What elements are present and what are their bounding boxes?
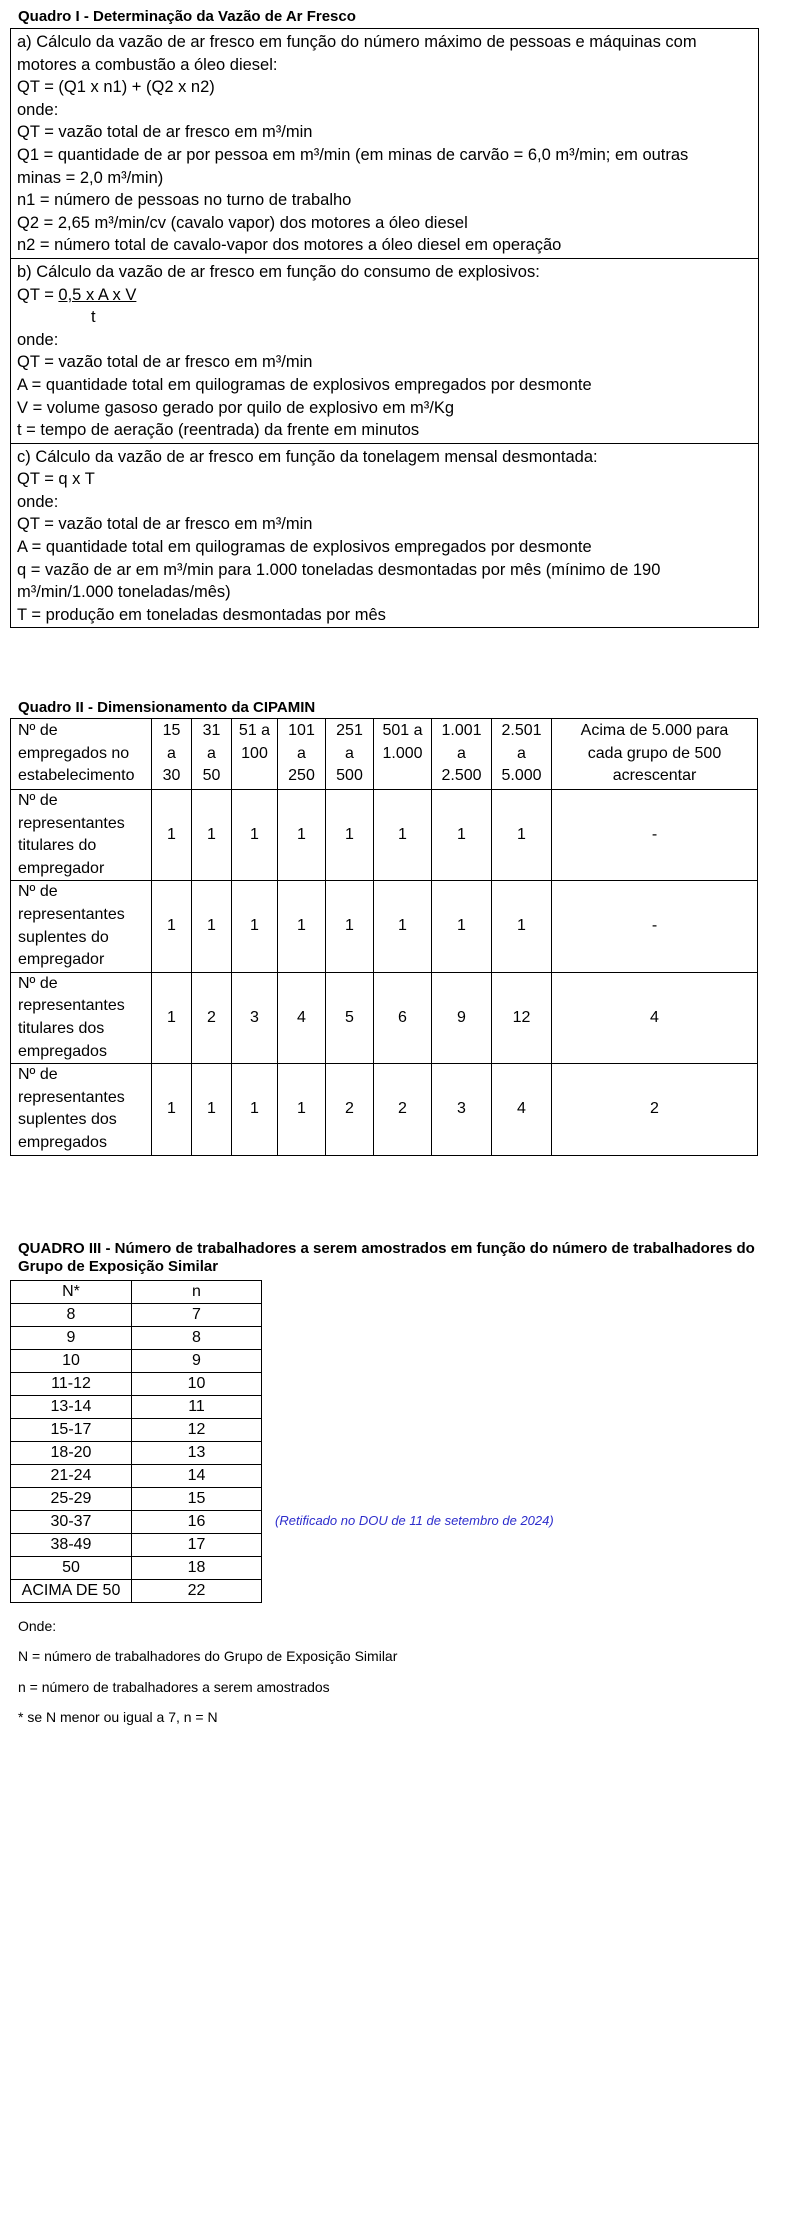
- table-cell: 16: [132, 1511, 262, 1534]
- table-row: [11, 1442, 262, 1465]
- table-cell: 3: [232, 972, 278, 1063]
- table-header-row: [11, 1281, 262, 1304]
- table-cell: 2: [326, 1064, 374, 1155]
- text-line: Q1 = quantidade de ar por pessoa em m³/min (em minas de carvão = 6,0 m³/min; em outras: [17, 145, 689, 164]
- formula-line: QT = q x T: [17, 470, 95, 489]
- table-cell: 12: [492, 972, 552, 1063]
- rectification-note: (Retificado no DOU de 11 de setembro de 2024): [275, 1513, 554, 1528]
- quadro-3-title: QUADRO III - Número de trabalhadores a serem amostrados em função do número de trabalhadores do Grupo de Exposição Similar: [18, 1240, 755, 1275]
- text-line: n1 = número de pessoas no turno de trabalho: [17, 191, 352, 210]
- quadro-1-section-c: [11, 443, 758, 628]
- table-cell: 1: [232, 790, 278, 881]
- table-cell: 13-14: [11, 1396, 132, 1419]
- text-line: b) Cálculo da vazão de ar fresco em função do consumo de explosivos:: [17, 262, 540, 281]
- header-cell: 51 a 100: [232, 719, 278, 790]
- formula-denominator: t: [91, 308, 96, 327]
- table-row: [11, 1064, 758, 1155]
- table-cell: 25-29: [11, 1488, 132, 1511]
- table-cell: 4: [552, 972, 758, 1063]
- table-cell: 1: [152, 972, 192, 1063]
- header-cell: 15 a 30: [152, 719, 192, 790]
- table-cell: 9: [11, 1327, 132, 1350]
- table-row: [11, 1396, 262, 1419]
- text-line: T = produção em toneladas desmontadas por mês: [17, 605, 386, 624]
- header-cell: 501 a 1.000: [374, 719, 432, 790]
- table-cell: 17: [132, 1534, 262, 1557]
- text-line: q = vazão de ar em m³/min para 1.000 toneladas desmontadas por mês (mínimo de 190: [17, 560, 661, 579]
- cipamin-table: [10, 718, 758, 1156]
- text-line: minas = 2,0 m³/min): [17, 168, 164, 187]
- quadro-2-title: Quadro II - Dimensionamento da CIPAMIN: [18, 699, 316, 716]
- text-line: Q2 = 2,65 m³/min/cv (cavalo vapor) dos motores a óleo diesel: [17, 213, 468, 232]
- table-cell: 1: [278, 790, 326, 881]
- text-line: QT = vazão total de ar fresco em m³/min: [17, 515, 313, 534]
- table-cell: 1: [232, 881, 278, 972]
- table-cell: 8: [132, 1327, 262, 1350]
- text-line: A = quantidade total em quilogramas de explosivos empregados por desmonte: [17, 538, 592, 557]
- text-line: c) Cálculo da vazão de ar fresco em função da tonelagem mensal desmontada:: [17, 447, 598, 466]
- table-cell: 11: [132, 1396, 262, 1419]
- legend-item: N = número de trabalhadores do Grupo de Exposição Similar: [18, 1648, 398, 1664]
- text-line: A = quantidade total em quilogramas de explosivos empregados por desmonte: [17, 375, 592, 394]
- row-label: Nº de representantes titulares dos empregados: [11, 972, 152, 1063]
- table-cell: 1: [326, 790, 374, 881]
- table-cell: -: [552, 790, 758, 881]
- table-row: [11, 1350, 262, 1373]
- formula-line: QT = (Q1 x n1) + (Q2 x n2): [17, 78, 215, 97]
- formula-numerator: 0,5 x A x V: [58, 285, 137, 304]
- table-cell: 12: [132, 1419, 262, 1442]
- table-cell: 1: [192, 790, 232, 881]
- table-row: [11, 1580, 262, 1603]
- table-header-row: [11, 719, 758, 790]
- header-cell: 101 a 250: [278, 719, 326, 790]
- table-cell: -: [552, 881, 758, 972]
- header-cell: Nº de empregados no estabelecimento: [11, 719, 152, 790]
- table-cell: 14: [132, 1465, 262, 1488]
- table-row: [11, 1511, 262, 1534]
- table-cell: 1: [492, 881, 552, 972]
- table-cell: 30-37: [11, 1511, 132, 1534]
- legend-item: n = número de trabalhadores a serem amostrados: [18, 1679, 330, 1695]
- table-cell: 9: [132, 1350, 262, 1373]
- table-row: [11, 1304, 262, 1327]
- row-label: Nº de representantes titulares do empregador: [11, 790, 152, 881]
- table-row: [11, 1488, 262, 1511]
- table-row: [11, 1557, 262, 1580]
- table-cell: 15-17: [11, 1419, 132, 1442]
- table-cell: 1: [374, 790, 432, 881]
- table-row: [11, 972, 758, 1063]
- table-cell: 1: [192, 1064, 232, 1155]
- table-cell: 1: [232, 1064, 278, 1155]
- table-cell: 18-20: [11, 1442, 132, 1465]
- row-label: Nº de representantes suplentes dos empregados: [11, 1064, 152, 1155]
- table-cell: 5: [326, 972, 374, 1063]
- text-line: onde:: [17, 330, 59, 349]
- table-cell: 21-24: [11, 1465, 132, 1488]
- table-cell: 1: [192, 881, 232, 972]
- header-cell: N*: [11, 1281, 132, 1304]
- table-cell: 8: [11, 1304, 132, 1327]
- quadro-1-section-b: [11, 258, 758, 443]
- header-cell: 1.001 a 2.500: [432, 719, 492, 790]
- table-cell: 1: [432, 881, 492, 972]
- table-cell: 10: [11, 1350, 132, 1373]
- table-cell: 2: [374, 1064, 432, 1155]
- text-line: QT = vazão total de ar fresco em m³/min: [17, 353, 313, 372]
- table-cell: 9: [432, 972, 492, 1063]
- table-cell: ACIMA DE 50: [11, 1580, 132, 1603]
- text-line: motores a combustão a óleo diesel:: [17, 55, 278, 74]
- table-cell: 6: [374, 972, 432, 1063]
- table-cell: 7: [132, 1304, 262, 1327]
- table-row: [11, 1419, 262, 1442]
- table-cell: 50: [11, 1557, 132, 1580]
- table-row: [11, 1327, 262, 1350]
- table-cell: 3: [432, 1064, 492, 1155]
- quadro-1-title: Quadro I - Determinação da Vazão de Ar Fresco: [18, 8, 356, 25]
- table-cell: 1: [152, 1064, 192, 1155]
- table-row: [11, 790, 758, 881]
- row-label: Nº de representantes suplentes do empregador: [11, 881, 152, 972]
- text-line: t = tempo de aeração (reentrada) da frente em minutos: [17, 421, 420, 440]
- table-cell: 11-12: [11, 1373, 132, 1396]
- table-row: [11, 881, 758, 972]
- table-row: [11, 1465, 262, 1488]
- quadro-1-section-a: [11, 29, 758, 258]
- table-cell: 1: [152, 881, 192, 972]
- table-row: [11, 1373, 262, 1396]
- quadro-1-box: [10, 28, 759, 628]
- table-cell: 38-49: [11, 1534, 132, 1557]
- legend-title: Onde:: [18, 1618, 57, 1634]
- formula-line: [17, 284, 752, 307]
- table-cell: 2: [552, 1064, 758, 1155]
- sampling-table: [10, 1280, 262, 1603]
- text-line: V = volume gasoso gerado por quilo de explosivo em m³/Kg: [17, 398, 455, 417]
- header-cell: 251 a 500: [326, 719, 374, 790]
- header-cell: Acima de 5.000 para cada grupo de 500 acrescentar: [552, 719, 758, 790]
- formula-prefix: QT =: [17, 285, 59, 304]
- table-cell: 4: [492, 1064, 552, 1155]
- table-row: [11, 1534, 262, 1557]
- table-cell: 1: [432, 790, 492, 881]
- table-cell: 1: [278, 881, 326, 972]
- text-line: a) Cálculo da vazão de ar fresco em função do número máximo de pessoas e máquinas com: [17, 33, 697, 51]
- table-cell: 18: [132, 1557, 262, 1580]
- text-line: QT = vazão total de ar fresco em m³/min: [17, 123, 313, 142]
- table-cell: 2: [192, 972, 232, 1063]
- header-cell: n: [132, 1281, 262, 1304]
- table-cell: 15: [132, 1488, 262, 1511]
- table-cell: 1: [492, 790, 552, 881]
- text-line: m³/min/1.000 toneladas/mês): [17, 583, 231, 602]
- table-cell: 13: [132, 1442, 262, 1465]
- text-line: onde:: [17, 100, 59, 119]
- table-cell: 1: [326, 881, 374, 972]
- header-cell: 2.501 a 5.000: [492, 719, 552, 790]
- table-cell: 1: [374, 881, 432, 972]
- table-cell: 10: [132, 1373, 262, 1396]
- header-cell: 31 a 50: [192, 719, 232, 790]
- table-cell: 4: [278, 972, 326, 1063]
- legend-item: * se N menor ou igual a 7, n = N: [18, 1709, 218, 1725]
- text-line: onde:: [17, 492, 59, 511]
- table-cell: 22: [132, 1580, 262, 1603]
- table-cell: 1: [152, 790, 192, 881]
- text-line: n2 = número total de cavalo-vapor dos motores a óleo diesel em operação: [17, 236, 562, 255]
- table-cell: 1: [278, 1064, 326, 1155]
